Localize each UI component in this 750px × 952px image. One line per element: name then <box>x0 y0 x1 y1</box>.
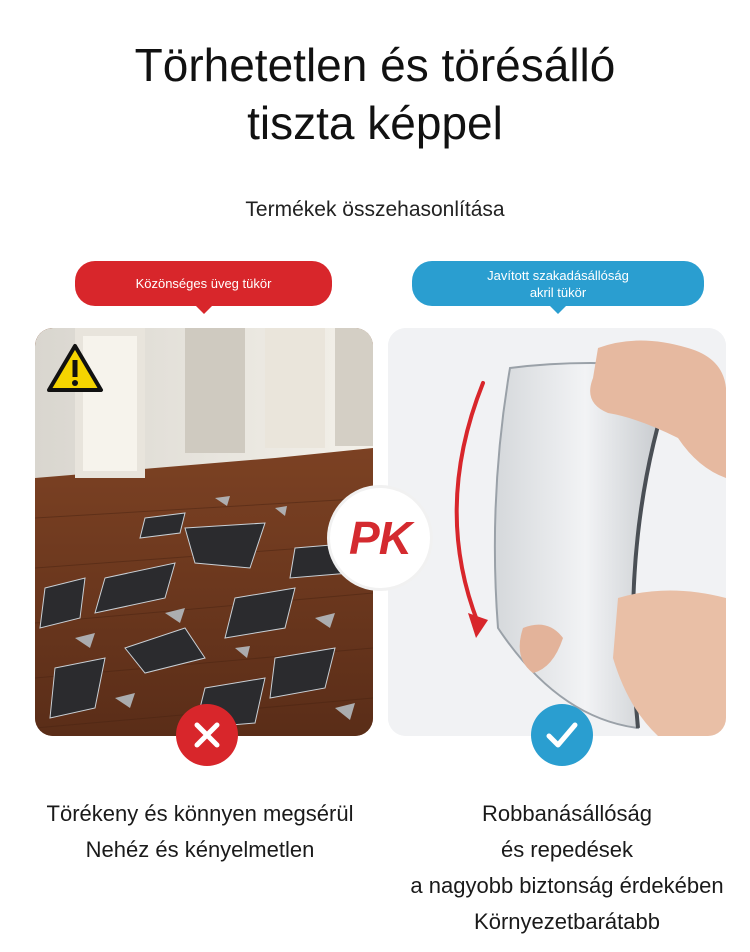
versus-badge <box>330 488 430 588</box>
ordinary-glass-label-text: Közönséges üveg tükör <box>135 276 272 291</box>
right-feature-3: a nagyobb biztonság érdekében <box>410 873 724 898</box>
right-feature-4: Környezetbarátabb <box>474 909 660 934</box>
left-feature-2: Nehéz és kényelmetlen <box>85 837 315 862</box>
broken-glass-photo <box>35 328 373 736</box>
cross-icon <box>176 704 238 766</box>
left-feature-1: Törékeny és könnyen megsérül <box>46 801 354 826</box>
check-icon <box>531 704 593 766</box>
title-line-2: tiszta képpel <box>247 97 503 149</box>
acrylic-label-line-2: akril tükör <box>529 284 587 300</box>
acrylic-mirror-label <box>412 261 704 306</box>
ordinary-glass-features <box>20 796 380 868</box>
acrylic-mirror-photo <box>388 328 726 736</box>
right-feature-2: és repedések <box>500 837 634 862</box>
acrylic-mirror-features <box>390 796 744 940</box>
ordinary-glass-label <box>75 261 332 306</box>
page-title <box>0 36 750 152</box>
versus-text: PK <box>349 512 411 564</box>
acrylic-label-line-1: Javított szakadásállóság <box>487 267 629 283</box>
subtitle: Termékek összehasonlítása <box>245 198 505 221</box>
title-line-1: Törhetetlen és törésálló <box>134 39 616 91</box>
right-feature-1: Robbanásállóság <box>481 801 653 826</box>
